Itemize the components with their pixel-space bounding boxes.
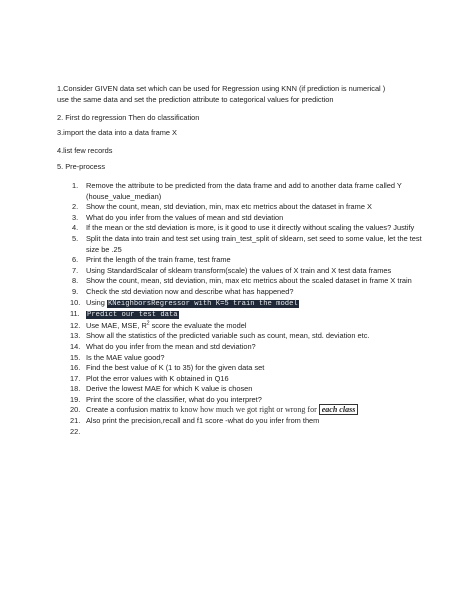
list-item: 2. Show the count, mean, std deviation, min, max etc metrics about the dataset in frame X xyxy=(72,202,372,212)
list-item: 13. Show all the statistics of the predicted variable such as count, mean, std. deviation etc. xyxy=(70,331,370,341)
list-item: 19. Print the score of the classifier, what do you interpret? xyxy=(70,394,262,404)
intro-line-1: 1.Consider GIVEN data set which can be used for Regression using KNN (if prediction is numerical ) xyxy=(57,84,386,93)
list-item: 6. Print the length of the train frame, test frame xyxy=(72,255,231,265)
list-item: 9. Check the std deviation now and describe what has happened? xyxy=(72,286,294,296)
step-5: 5. Pre-process xyxy=(57,162,106,171)
code-snippet: Predict our test data xyxy=(87,311,178,320)
list-item: 11. Predict our test data xyxy=(70,309,178,320)
code-snippet: KNeighborsRegressor with K=5 train the model xyxy=(107,299,298,308)
step-2: 2. First do regression Then do classification xyxy=(57,113,200,122)
list-item: 21. Also print the precision,recall and f1 score -what do you infer from them xyxy=(70,416,320,426)
list-item: 12. Use MAE, MSE, $R^2$ score the evaluate the model xyxy=(70,320,247,330)
intro-line-2: use the same data and set the prediction attribute to categorical values for prediction xyxy=(57,94,334,104)
boxed-text: each class xyxy=(319,404,359,415)
list-item: 3. What do you infer from the values of mean and std deviation xyxy=(72,212,284,222)
list-item: 4. If the mean or the std deviation is more, is it good to use it directly without scaling the values? Justify xyxy=(72,223,415,233)
list-item: 15. Is the MAE value good? xyxy=(70,352,165,362)
list-item: 20. Create a confusion matrix to know how much we got right or wrong for each class xyxy=(72,405,422,416)
list-item: 1. Remove the attribute to be predicted from the data frame and add to another data frame called Y (house_value_median) xyxy=(72,181,402,201)
list-item: 14. What do you infer from the mean and std deviation? xyxy=(70,341,256,351)
step-4: 4.list few records xyxy=(57,146,113,155)
list-item: 5. Split the data into train and test set using train_test_split of sklearn, set seed to some value, let the test size be .25 xyxy=(72,233,422,254)
list-item: 18. Derive the lowest MAE for which K value is chosen xyxy=(70,384,253,394)
list-item: 16. Find the best value of K (1 to 35) for the given data set xyxy=(70,363,265,373)
step-3: 3.import the data into a data frame X xyxy=(57,128,177,137)
preprocess-list: 1. Remove the attribute to be predicted from the data frame and add to another data frame called Y (house_value_median) 2. Show the count, mean, std deviation, min, max etc metrics about the dataset in frame X 3. What do you infer from the values of mean and std deviation 4. If the mean or the std deviation is more, is it good to use it directly without scaling the values? Justify 5. Split the data into train and test set using train_test_split of sklearn, set seed to some value, let the test size be .25 6. Print the length of the train frame, test frame 7. Using StandardScalar of sklearn transform(scale) the values of X train and X test data frames 8. Show the count, mean, std deviation, min, max etc metrics about the scaled dataset in frame X train 9. Check the std deviation now and describe what has happened? 10. Using KNeighborsRegressor with K=5 train the model 11. Predict our test data 12. Use MAE, MSE, $R^2$ score the evaluate the model 13. Show all the statistics of the predicted variable such as count, mean, std. deviation etc. 14. What do you infer from the mean and std deviation? 15. Is the MAE value good? 16. Find the best value of K (1 to 35) for the given data set 17. Plot the error values with K obtained in Q16 18. Derive the lowest MAE for which K value is chosen 19. Print the score of the classifier, what do you interpret? 20. Create a confusion matrix to know how much we got right or wrong for each class 21. Also print the precision,recall and f1 score -what do you infer from them 22. xyxy=(70,181,422,436)
list-item: 17. Plot the error values with K obtained in Q16 xyxy=(70,373,229,383)
list-item: 8. Show the count, mean, std deviation, min, max etc metrics about the scaled dataset in frame X train xyxy=(72,276,412,286)
list-item: 10. Using KNeighborsRegressor with K=5 train the model xyxy=(70,297,298,308)
intro-paragraph xyxy=(57,84,427,105)
list-item: 7. Using StandardScalar of sklearn transform(scale) the values of X train and X test data frames xyxy=(72,265,392,275)
